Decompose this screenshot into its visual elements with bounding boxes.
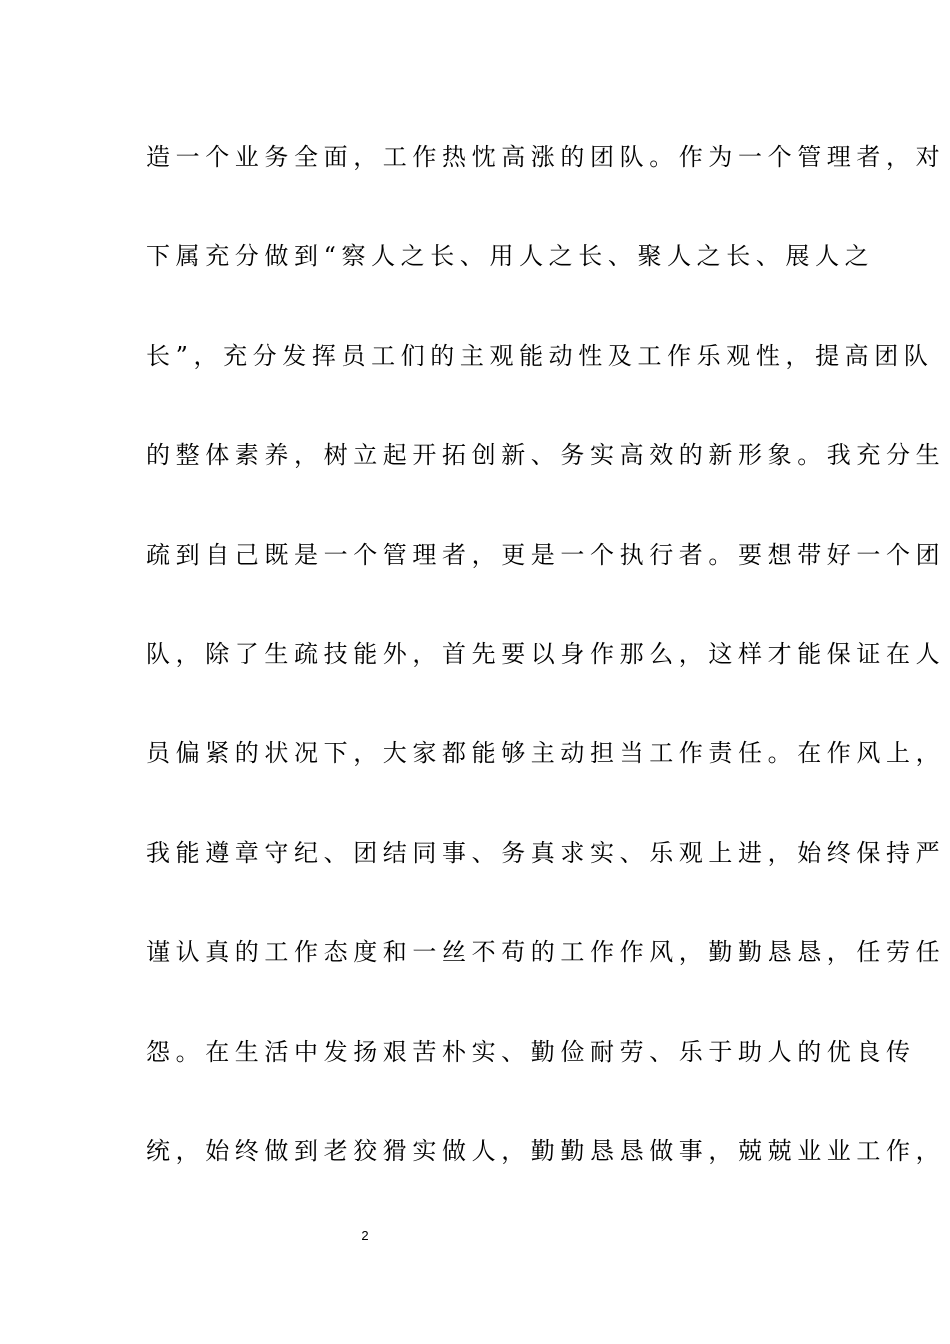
text-line: 长”，充分发挥员工们的主观能动性及工作乐观性，提高团队 <box>146 341 934 370</box>
text-line: 队，除了生疏技能外，首先要以身作那么，这样才能保证在人 <box>146 639 946 668</box>
text-line: 下属充分做到“察人之长、用人之长、聚人之长、展人之 <box>146 242 875 271</box>
body-text <box>146 132 946 1225</box>
text-line: 我能遵章守纪、团结同事、务真求实、乐观上进，始终保持严 <box>146 838 946 867</box>
text-line: 造一个业务全面，工作热忱高涨的团队。作为一个管理者，对 <box>146 143 946 171</box>
page-number: 2 <box>361 1228 369 1243</box>
text-line: 疏到自己既是一个管理者，更是一个执行者。要想带好一个团 <box>146 540 946 569</box>
text-line: 谨认真的工作态度和一丝不苟的工作作风，勤勤恳恳，任劳任 <box>146 938 946 967</box>
text-line: 员偏紧的状况下，大家都能够主动担当工作责任。在作风上， <box>146 739 946 768</box>
text-line: 怨。在生活中发扬艰苦朴实、勤俭耐劳、乐于助人的优良传 <box>146 1037 916 1066</box>
text-line: 的整体素养，树立起开拓创新、务实高效的新形象。我充分生 <box>146 441 946 470</box>
text-line: 统，始终做到老狡猾实做人，勤勤恳恳做事，兢兢业业工作， <box>146 1136 946 1165</box>
